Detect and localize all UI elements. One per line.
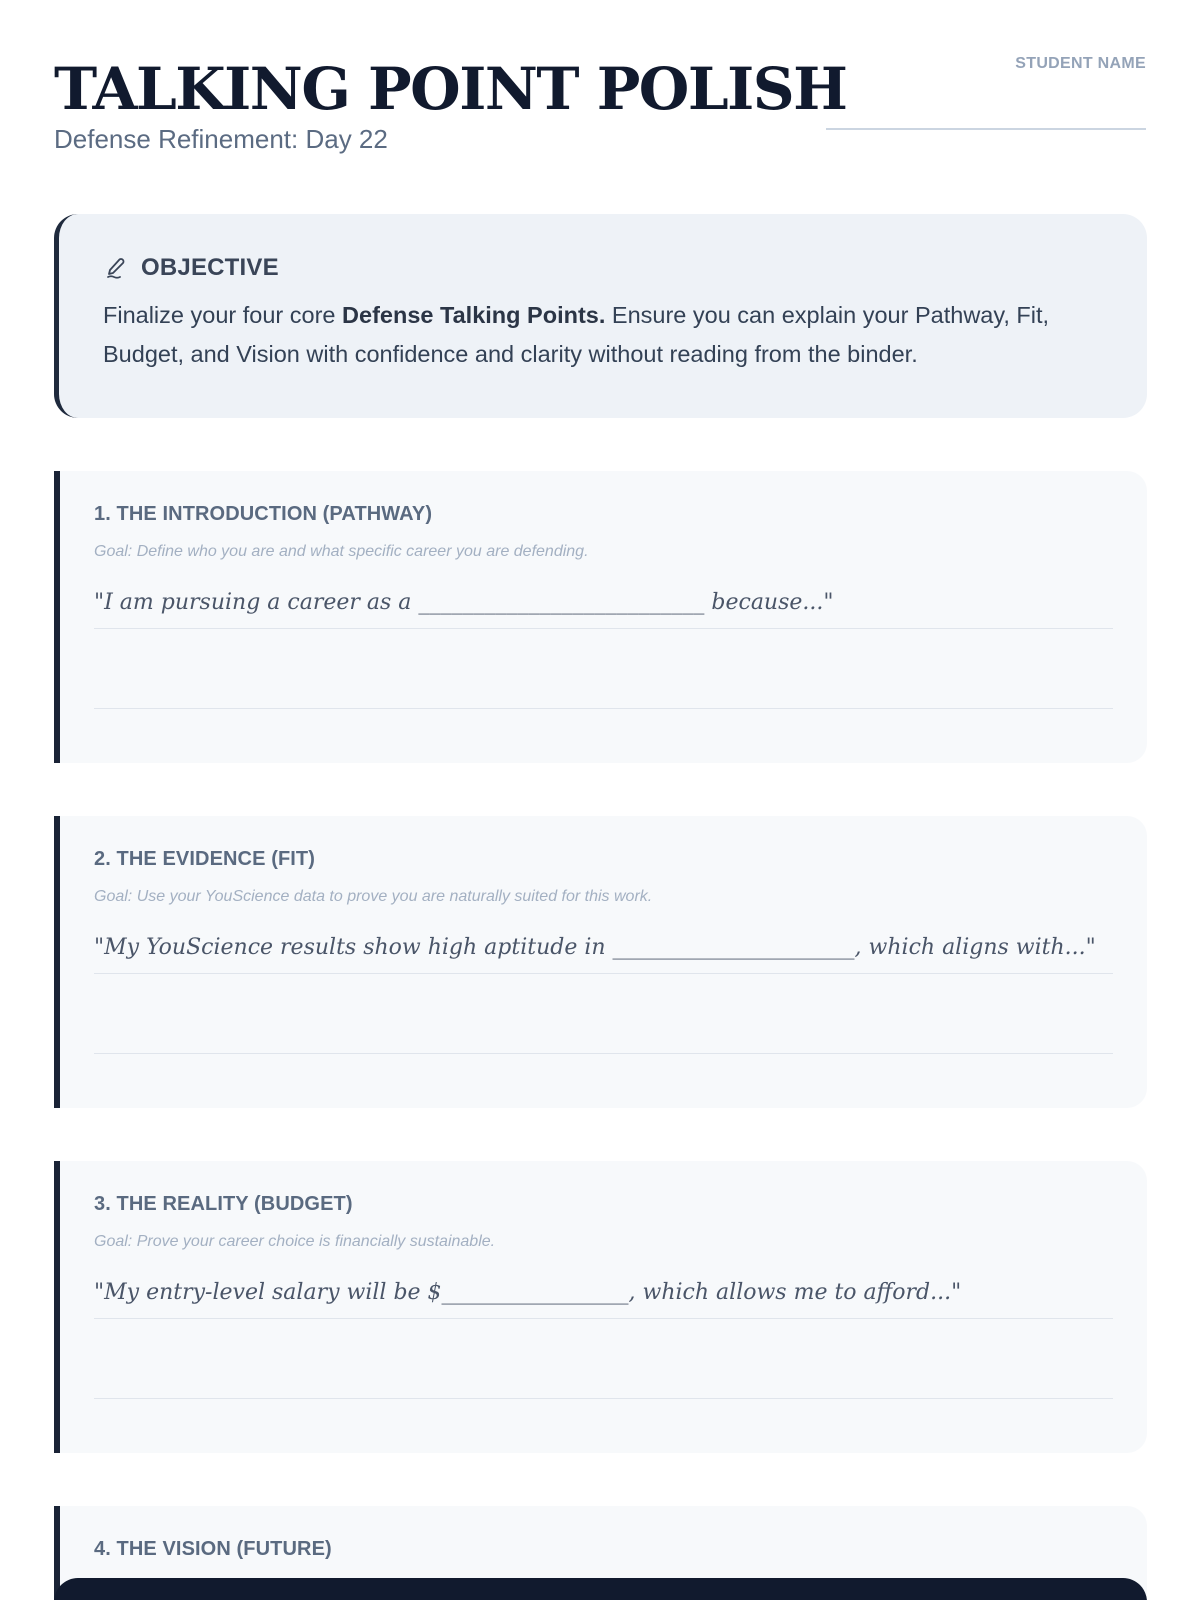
section-goal: Goal: Use your YouScience data to prove you are naturally suited for this work. xyxy=(94,888,653,905)
objective-panel xyxy=(54,214,1147,418)
objective-text-end: Ensure you can explain your Pathway, Fit, Budget, and Vision with confidence and clarity without reading from the binder. xyxy=(103,302,1050,367)
objective-text-emphasis: Defense Talking Points. xyxy=(342,302,606,328)
section-title: 1. THE INTRODUCTION (PATHWAY) xyxy=(94,503,433,525)
sentence-starter-field[interactable]: "I am pursuing a career as a __________________________ because..." xyxy=(94,583,1113,629)
section-title: 2. THE EVIDENCE (FIT) xyxy=(94,848,316,870)
objective-text xyxy=(103,296,1103,374)
writing-line[interactable] xyxy=(94,1398,1113,1399)
objective-header xyxy=(103,254,1103,282)
student-name-label: STUDENT NAME xyxy=(1015,55,1146,72)
sentence-starter-field[interactable]: "My entry-level salary will be $_________________, which allows me to afford..." xyxy=(94,1273,1113,1319)
page-title: TALKING POINT POLISH xyxy=(54,55,847,123)
section-title: 3. THE REALITY (BUDGET) xyxy=(94,1193,353,1215)
writing-line[interactable] xyxy=(94,1053,1113,1054)
worksheet-header xyxy=(54,0,1146,200)
pen-icon xyxy=(103,255,129,281)
section-fit xyxy=(54,816,1147,1108)
objective-text-start: Finalize your four core xyxy=(103,302,343,328)
writing-line[interactable] xyxy=(94,708,1113,709)
objective-heading: OBJECTIVE xyxy=(141,254,279,281)
section-budget xyxy=(54,1161,1147,1453)
section-title: 4. THE VISION (FUTURE) xyxy=(94,1538,332,1560)
student-name-line[interactable] xyxy=(826,128,1146,130)
sentence-starter-field[interactable]: "My YouScience results show high aptitude in ______________________, which aligns with..." xyxy=(94,928,1113,974)
footer-banner xyxy=(54,1578,1147,1600)
page-subtitle: Defense Refinement: Day 22 xyxy=(54,124,388,154)
student-name-field[interactable] xyxy=(826,55,1146,133)
section-pathway xyxy=(54,471,1147,763)
section-goal: Goal: Prove your career choice is financially sustainable. xyxy=(94,1233,496,1250)
section-goal: Goal: Define who you are and what specific career you are defending. xyxy=(94,543,589,560)
